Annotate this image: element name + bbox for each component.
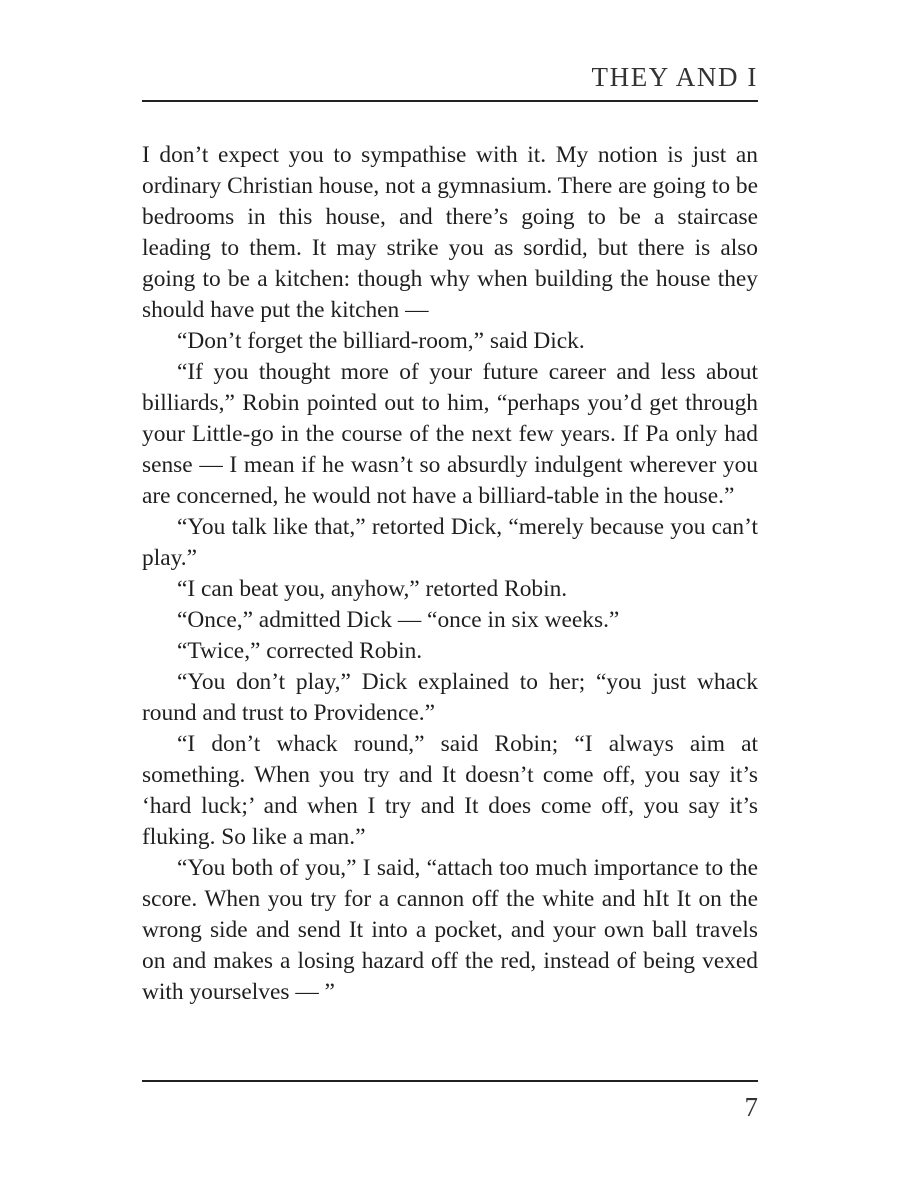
paragraph: “You both of you,” I said, “attach too much importance to the score. When you try for a cannon off the white and hIt It on the wrong side and send It into a pocket, and your own ball travels on and makes a losing hazard off the red, instead of being vexed with yourselves — ” [142, 855, 758, 1005]
paragraph: “You don’t play,” Dick explained to her; “you just whack round and trust to Providence.” [142, 669, 758, 726]
header-rule [142, 100, 758, 102]
paragraph: “If you thought more of your future career and less about billiards,” Robin pointed out to him, “perhaps you’d get through your Little-go in the course of the next few years. If Pa only had sense — I mean if he wasn’t so absurdly indulgent wherever you are concerned, he would not have a billiard-table in the house.” [142, 359, 758, 509]
body-text [142, 140, 758, 1008]
paragraph: “Once,” admitted Dick — “once in six weeks.” [177, 607, 620, 633]
running-head: THEY AND I [591, 62, 758, 92]
footer-rule [142, 1080, 758, 1082]
paragraph: “Twice,” corrected Robin. [177, 638, 423, 664]
paragraph: “Don’t forget the billiard-room,” said Dick. [177, 328, 585, 354]
page-number: 7 [744, 1092, 758, 1122]
paragraph: “I don’t whack round,” said Robin; “I always aim at something. When you try and It doesn’t come off, you say it’s ‘hard luck;’ and when I try and It does come off, you say it’s fluking. So like a man.” [142, 731, 758, 850]
paragraph: I don’t expect you to sympathise with it. My notion is just an ordinary Christian house, not a gymnasium. There are going to be bedrooms in this house, and there’s going to be a staircase leading to them. It may strike you as sordid, but there is also going to be a kitchen: though why when building the house they should have put the kitchen — [142, 142, 758, 323]
paragraph: “You talk like that,” retorted Dick, “merely because you can’t play.” [142, 514, 758, 571]
paragraph: “I can beat you, anyhow,” retorted Robin. [177, 576, 568, 602]
